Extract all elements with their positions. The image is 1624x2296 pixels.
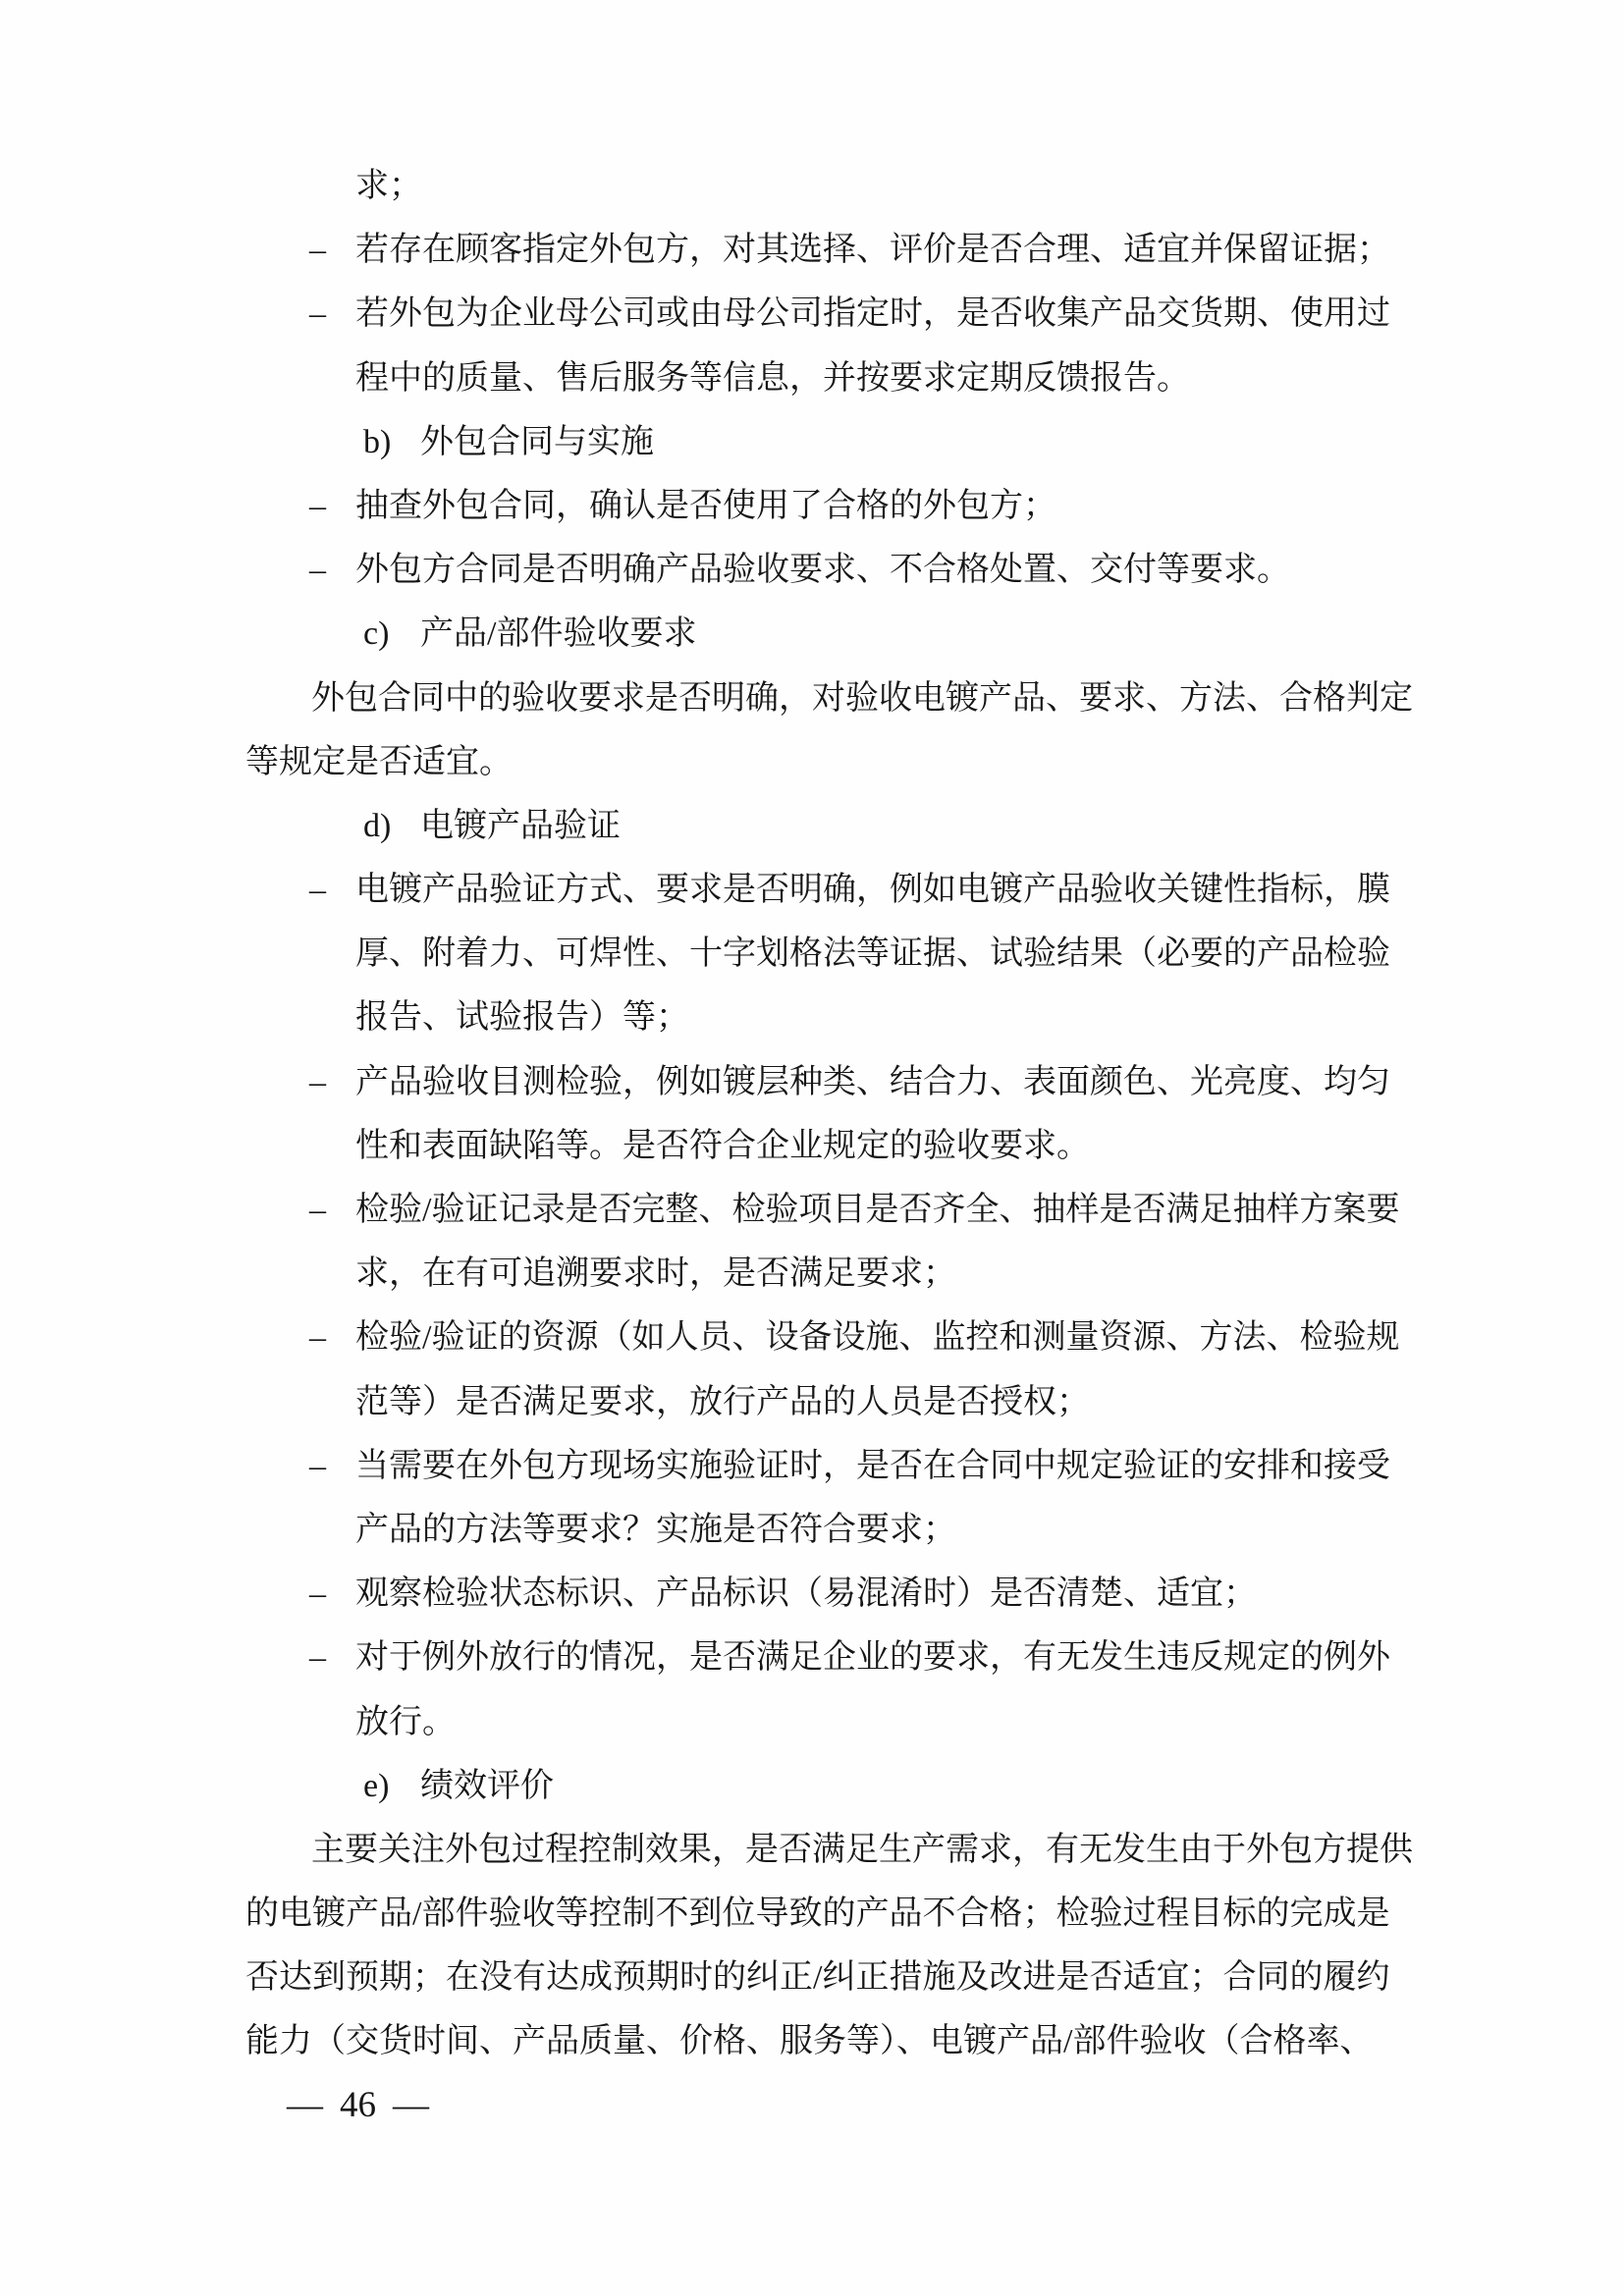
footer-dash-left-icon: — (287, 2085, 323, 2125)
text-line (245, 154, 1404, 218)
line-text: 当需要在外包方现场实施验证时，是否在合同中规定验证的安排和接受 (355, 1447, 1390, 1484)
line-text: 检验/验证记录是否完整、检验项目是否齐全、抽样是否满足抽样方案要 (355, 1192, 1400, 1228)
line-text: 外包合同中的验收要求是否明确，对验收电镀产品、要求、方法、合格判定 (311, 679, 1413, 717)
line-text: 主要关注外包过程控制效果，是否满足生产需求，有无发生由于外包方提供 (311, 1831, 1413, 1868)
footer-dash-right-icon: — (393, 2085, 429, 2125)
text-line (245, 2009, 1404, 2073)
text-line (245, 858, 1404, 922)
text-line (245, 730, 1404, 794)
line-text: 程中的质量、售后服务等信息，并按要求定期反馈报告。 (355, 359, 1190, 397)
text-line (245, 1434, 1404, 1498)
list-marker: e) (363, 1767, 390, 1804)
text-line (245, 1178, 1404, 1242)
text-line (245, 410, 1404, 474)
line-text: 抽查外包合同，确认是否使用了合格的外包方； (355, 487, 1056, 524)
text-line (245, 474, 1404, 538)
line-text: 放行。 (355, 1703, 456, 1740)
line-text: 检验/验证的资源（如人员、设备设施、监控和测量资源、方法、检验规 (355, 1319, 1400, 1357)
line-text: 若外包为企业母公司或由母公司指定时，是否收集产品交货期、使用过 (355, 295, 1390, 333)
line-text: 性和表面缺陷等。是否符合企业规定的验收要求。 (355, 1127, 1090, 1164)
text-line (245, 1690, 1404, 1754)
list-marker: – (309, 1319, 326, 1357)
text-line (245, 602, 1404, 666)
text-line (245, 1946, 1404, 2009)
line-text: 外包方合同是否明确产品验收要求、不合格处置、交付等要求。 (355, 552, 1290, 589)
text-line (245, 1626, 1404, 1689)
list-marker: – (309, 1639, 326, 1677)
list-marker: – (309, 1575, 326, 1613)
line-text: 绩效评价 (420, 1767, 554, 1804)
list-marker: – (309, 487, 326, 524)
line-text: 厚、附着力、可焊性、十字划格法等证据、试验结果（必要的产品检验 (355, 935, 1390, 973)
list-marker: – (309, 295, 326, 333)
page-number: 46 (340, 2085, 376, 2125)
text-line (245, 667, 1413, 730)
text-line (245, 1882, 1404, 1946)
page-footer (287, 2073, 429, 2137)
line-text: 产品验收目测检验，例如镀层种类、结合力、表面颜色、光亮度、均匀 (355, 1063, 1390, 1100)
text-line (245, 347, 1404, 410)
line-text: 对于例外放行的情况，是否满足企业的要求，有无发生违反规定的例外 (355, 1639, 1390, 1677)
line-text: 电镀产品验证 (420, 807, 621, 844)
text-line (245, 794, 1404, 858)
line-text: 求，在有可追溯要求时，是否满足要求； (355, 1255, 956, 1293)
text-line (245, 1818, 1413, 1882)
list-marker: b) (363, 423, 392, 460)
line-text: 报告、试验报告）等； (355, 999, 689, 1037)
text-line (245, 1242, 1404, 1306)
text-line (245, 1498, 1404, 1562)
line-text: 电镀产品验证方式、要求是否明确，例如电镀产品验收关键性指标，膜 (355, 872, 1390, 909)
text-line (245, 1370, 1404, 1434)
line-text: 产品的方法等要求？实施是否符合要求； (355, 1511, 956, 1548)
line-text: 能力（交货时间、产品质量、价格、服务等）、电镀产品/部件验收（合格率、 (245, 2023, 1374, 2060)
line-text: 产品/部件验收要求 (420, 615, 697, 653)
line-text: 外包合同与实施 (420, 423, 654, 460)
line-text: 若存在顾客指定外包方，对其选择、评价是否合理、适宜并保留证据； (355, 232, 1390, 269)
list-marker: – (309, 1063, 326, 1100)
text-line (245, 986, 1404, 1049)
list-marker: d) (363, 807, 392, 844)
text-line (245, 1306, 1404, 1369)
list-marker: – (309, 1192, 326, 1228)
line-text: 否达到预期；在没有达成预期时的纠正/纠正措施及改进是否适宜；合同的履约 (245, 1959, 1390, 1997)
list-marker: – (309, 232, 326, 269)
text-line (245, 218, 1404, 282)
line-text: 观察检验状态标识、产品标识（易混淆时）是否清楚、适宜； (355, 1575, 1257, 1613)
list-marker: c) (363, 615, 390, 653)
line-text: 求； (355, 168, 422, 204)
text-line (245, 1050, 1404, 1114)
text-line (245, 1754, 1404, 1818)
line-text: 等规定是否适宜。 (245, 743, 513, 780)
document-body (245, 154, 1413, 2074)
line-text: 范等）是否满足要求，放行产品的人员是否授权； (355, 1383, 1090, 1420)
list-marker: – (309, 1447, 326, 1484)
text-line (245, 1114, 1404, 1178)
text-line (245, 922, 1404, 986)
list-marker: – (309, 872, 326, 909)
text-line (245, 282, 1404, 346)
line-text: 的电镀产品/部件验收等控制不到位导致的产品不合格；检验过程目标的完成是 (245, 1896, 1390, 1933)
text-line (245, 538, 1404, 602)
text-line (245, 1562, 1404, 1626)
list-marker: – (309, 552, 326, 589)
